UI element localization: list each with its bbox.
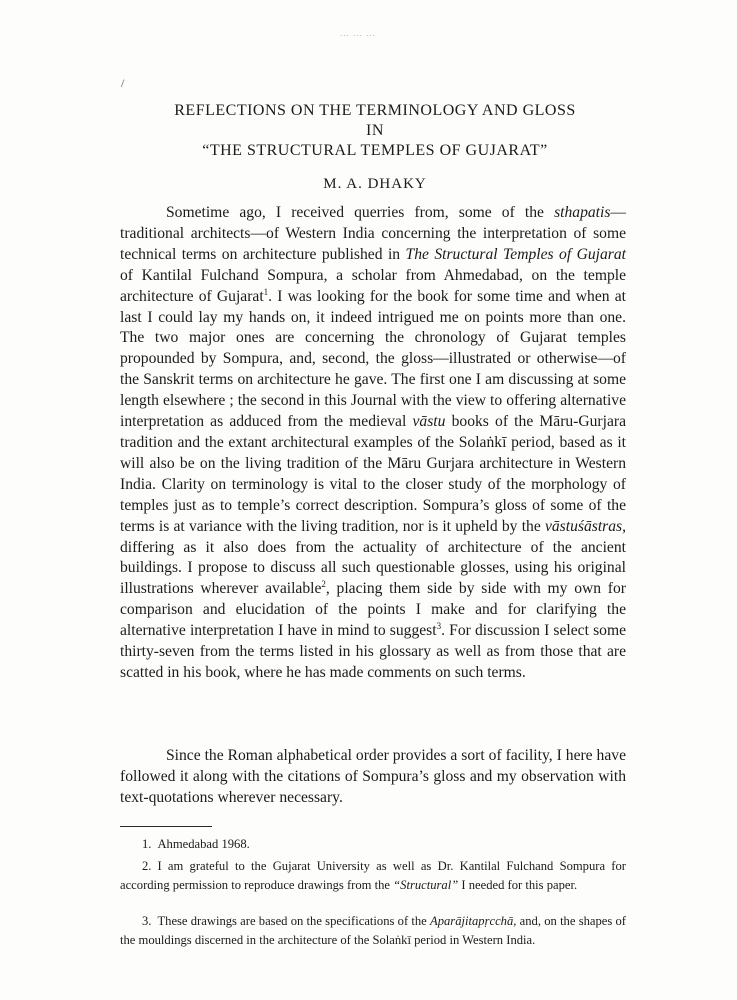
- title-line-1: REFLECTIONS ON THE TERMINOLOGY AND GLOSS: [174, 102, 576, 119]
- footnote-ref-1: 1: [263, 286, 269, 297]
- author-name: M. A. DHAKY: [323, 176, 427, 192]
- footnote-1: 1. Ahmedabad 1968.: [142, 837, 250, 851]
- faint-running-header: ... ... ...: [340, 28, 376, 38]
- margin-pencil-mark: [121, 79, 128, 88]
- body-paragraph-1: Sometime ago, I received querries from, some of the sthapatis—traditional architects—of Western India concerning the interpretation of some technical terms on architecture published in The Structural Temples of Gujarat of Kantilal Fulchand Sompura, a scholar from Ahmedabad, on the temple architecture of Gujarat$^1$. I was looking for the book for some time and when at last I could lay my hands on, it indeed intrigued me on points more than one. The two major ones are concerning the chronology of Gujarat temples propounded by Sompura, and, second, the gloss—illustrated or otherwise—of the Sanskrit terms on architecture he gave. The first one I am discussing at some length elsewhere ; the second in this Journal with the view to offering alternative interpretation as adduced from the medieval vāstu books of the Māru-Gurjara tradition and the extant architectural examples of the Solaṅkī period, based as it will also be on the living tradition of the Māru Gurjara architecture in Western India. Clarity on terminology is vital to the closer study of the morphology of temples just as to temple’s correct description. Sompura’s gloss of some of the terms is at variance with the living tradition, nor is it upheld by the vāstuśāstras, differing as it also does from the actuality of architecture of the ancient buildings. I propose to discuss all such questionable glosses, using his original illustrations wherever available$^2$, placing them side by side with my own for comparison and elucidation of the points I make and for clarifying the alternative interpretation I have in mind to suggest$^3$. For discussion I select some thirty-seven from the terms listed in his glossary as well as from those that are scatted in his book, where he has made comments on such terms.: [120, 204, 626, 681]
- footnote-3: 3. These drawings are based on the specifications of the Aparājitapṛcchā, and, on the shapes of the mouldings discerned in the architecture of the Solaṅkī period in Western India.: [120, 914, 626, 947]
- title-line-3: “THE STRUCTURAL TEMPLES OF GUJARAT”: [202, 142, 548, 159]
- footnote-ref-2: 2: [321, 579, 326, 590]
- footnote-ref-3: 3: [436, 620, 442, 631]
- footnote-separator: [120, 826, 212, 827]
- footnote-2: 2. I am grateful to the Gujarat University as well as Dr. Kantilal Fulchand Sompura for according permission to reproduce drawings from the “Structural” I needed for this paper.: [120, 859, 626, 892]
- title-line-2: IN: [366, 122, 384, 139]
- body-paragraph-2: Since the Roman alphabetical order provides a sort of facility, I here have followed it along with the citations of Sompura’s gloss and my observation with text-quotations wherever necessary.: [120, 747, 626, 806]
